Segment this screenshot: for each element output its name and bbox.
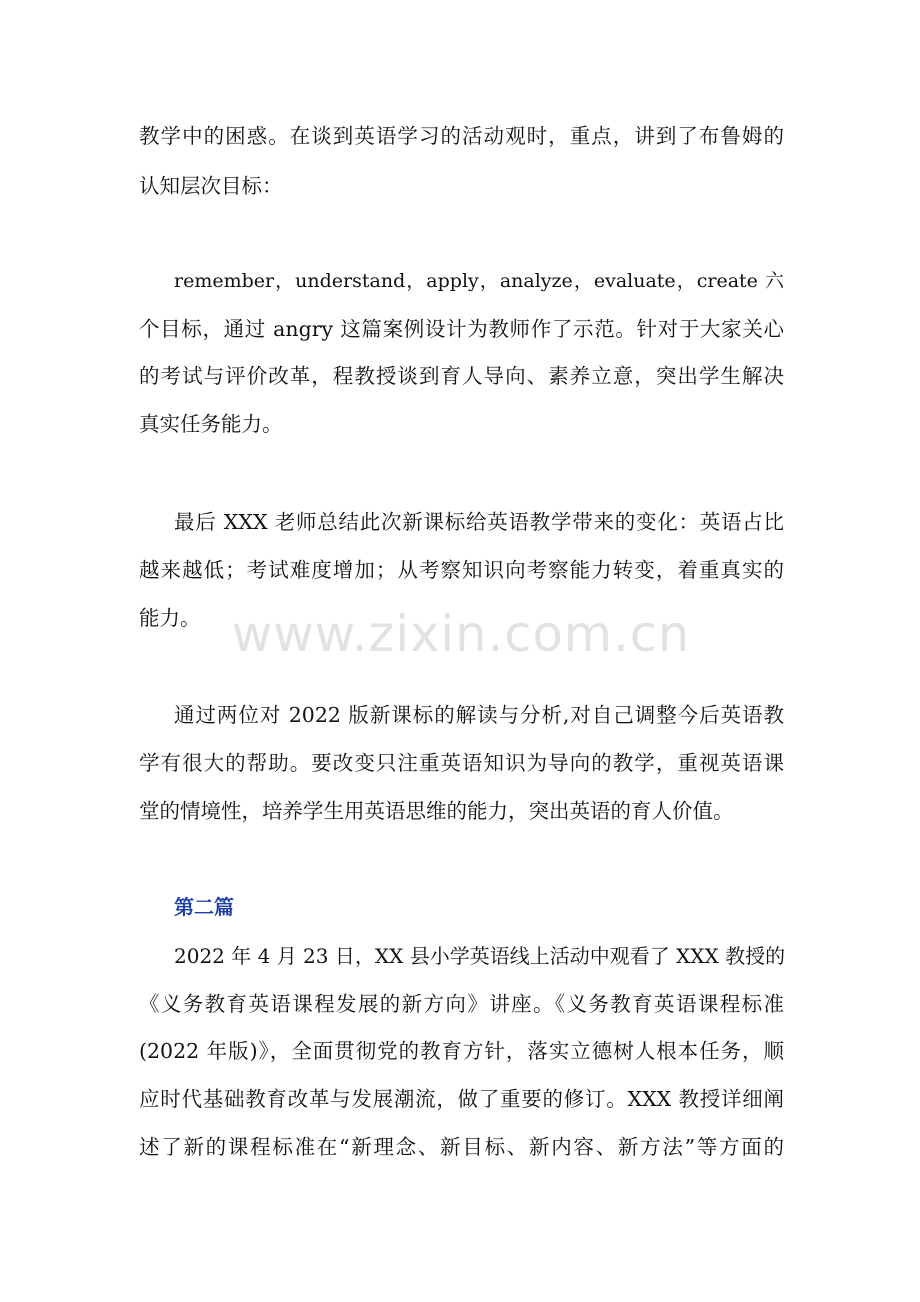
paragraph-5-line-1: 2022 年 4 月 23 日，XX 县小学英语线上活动中观看了 XXX 教授的 <box>174 944 786 968</box>
paragraph-1-line-2: 认知层次目标： <box>139 174 283 198</box>
paragraph-4-line-3: 堂的情境性，培养学生用英语思维的能力，突出英语的育人价值。 <box>139 799 734 823</box>
paragraph-4-line-2: 学有很大的帮助。要改变只注重英语知识为导向的教学，重视英语课 <box>139 751 784 775</box>
paragraph-5-line-2: 《义务教育英语课程发展的新方向》讲座。《义务教育英语课程标准 <box>139 992 784 1016</box>
paragraph-3-line-1: 最后 XXX 老师总结此次新课标给英语教学带来的变化：英语占比 <box>174 510 784 534</box>
paragraph-4-line-1: 通过两位对 2022 版新课标的解读与分析,对自己调整今后英语教 <box>174 703 784 727</box>
paragraph-1-line-1: 教学中的困惑。在谈到英语学习的活动观时，重点，讲到了布鲁姆的 <box>139 124 784 148</box>
paragraph-3-line-3: 能力。 <box>139 606 201 630</box>
paragraph-2-line-2: 个目标，通过 angry 这篇案例设计为教师作了示范。针对于大家关心 <box>139 317 784 341</box>
paragraph-2-line-1: remember，understand，apply，analyze，evaluate，create 六 <box>174 270 784 292</box>
paragraph-3-line-2: 越来越低；考试难度增加；从考察知识向考察能力转变，着重真实的 <box>139 558 784 582</box>
section-heading: 第二篇 <box>174 895 234 919</box>
paragraph-5-line-4: 应时代基础教育改革与发展潮流，做了重要的修订。XXX 教授详细阐 <box>139 1087 784 1111</box>
watermark: www.zixin.com.cn <box>231 605 691 663</box>
paragraph-5-line-5: 述了新的课程标准在“新理念、新目标、新内容、新方法”等方面的 <box>139 1135 784 1159</box>
paragraph-5-line-3: (2022 年版)》，全面贯彻党的教育方针，落实立德树人根本任务，顺 <box>139 1039 784 1063</box>
paragraph-2-line-3: 的考试与评价改革，程教授谈到育人导向、素养立意，突出学生解决 <box>139 364 784 388</box>
paragraph-2-line-4: 真实任务能力。 <box>139 412 283 436</box>
